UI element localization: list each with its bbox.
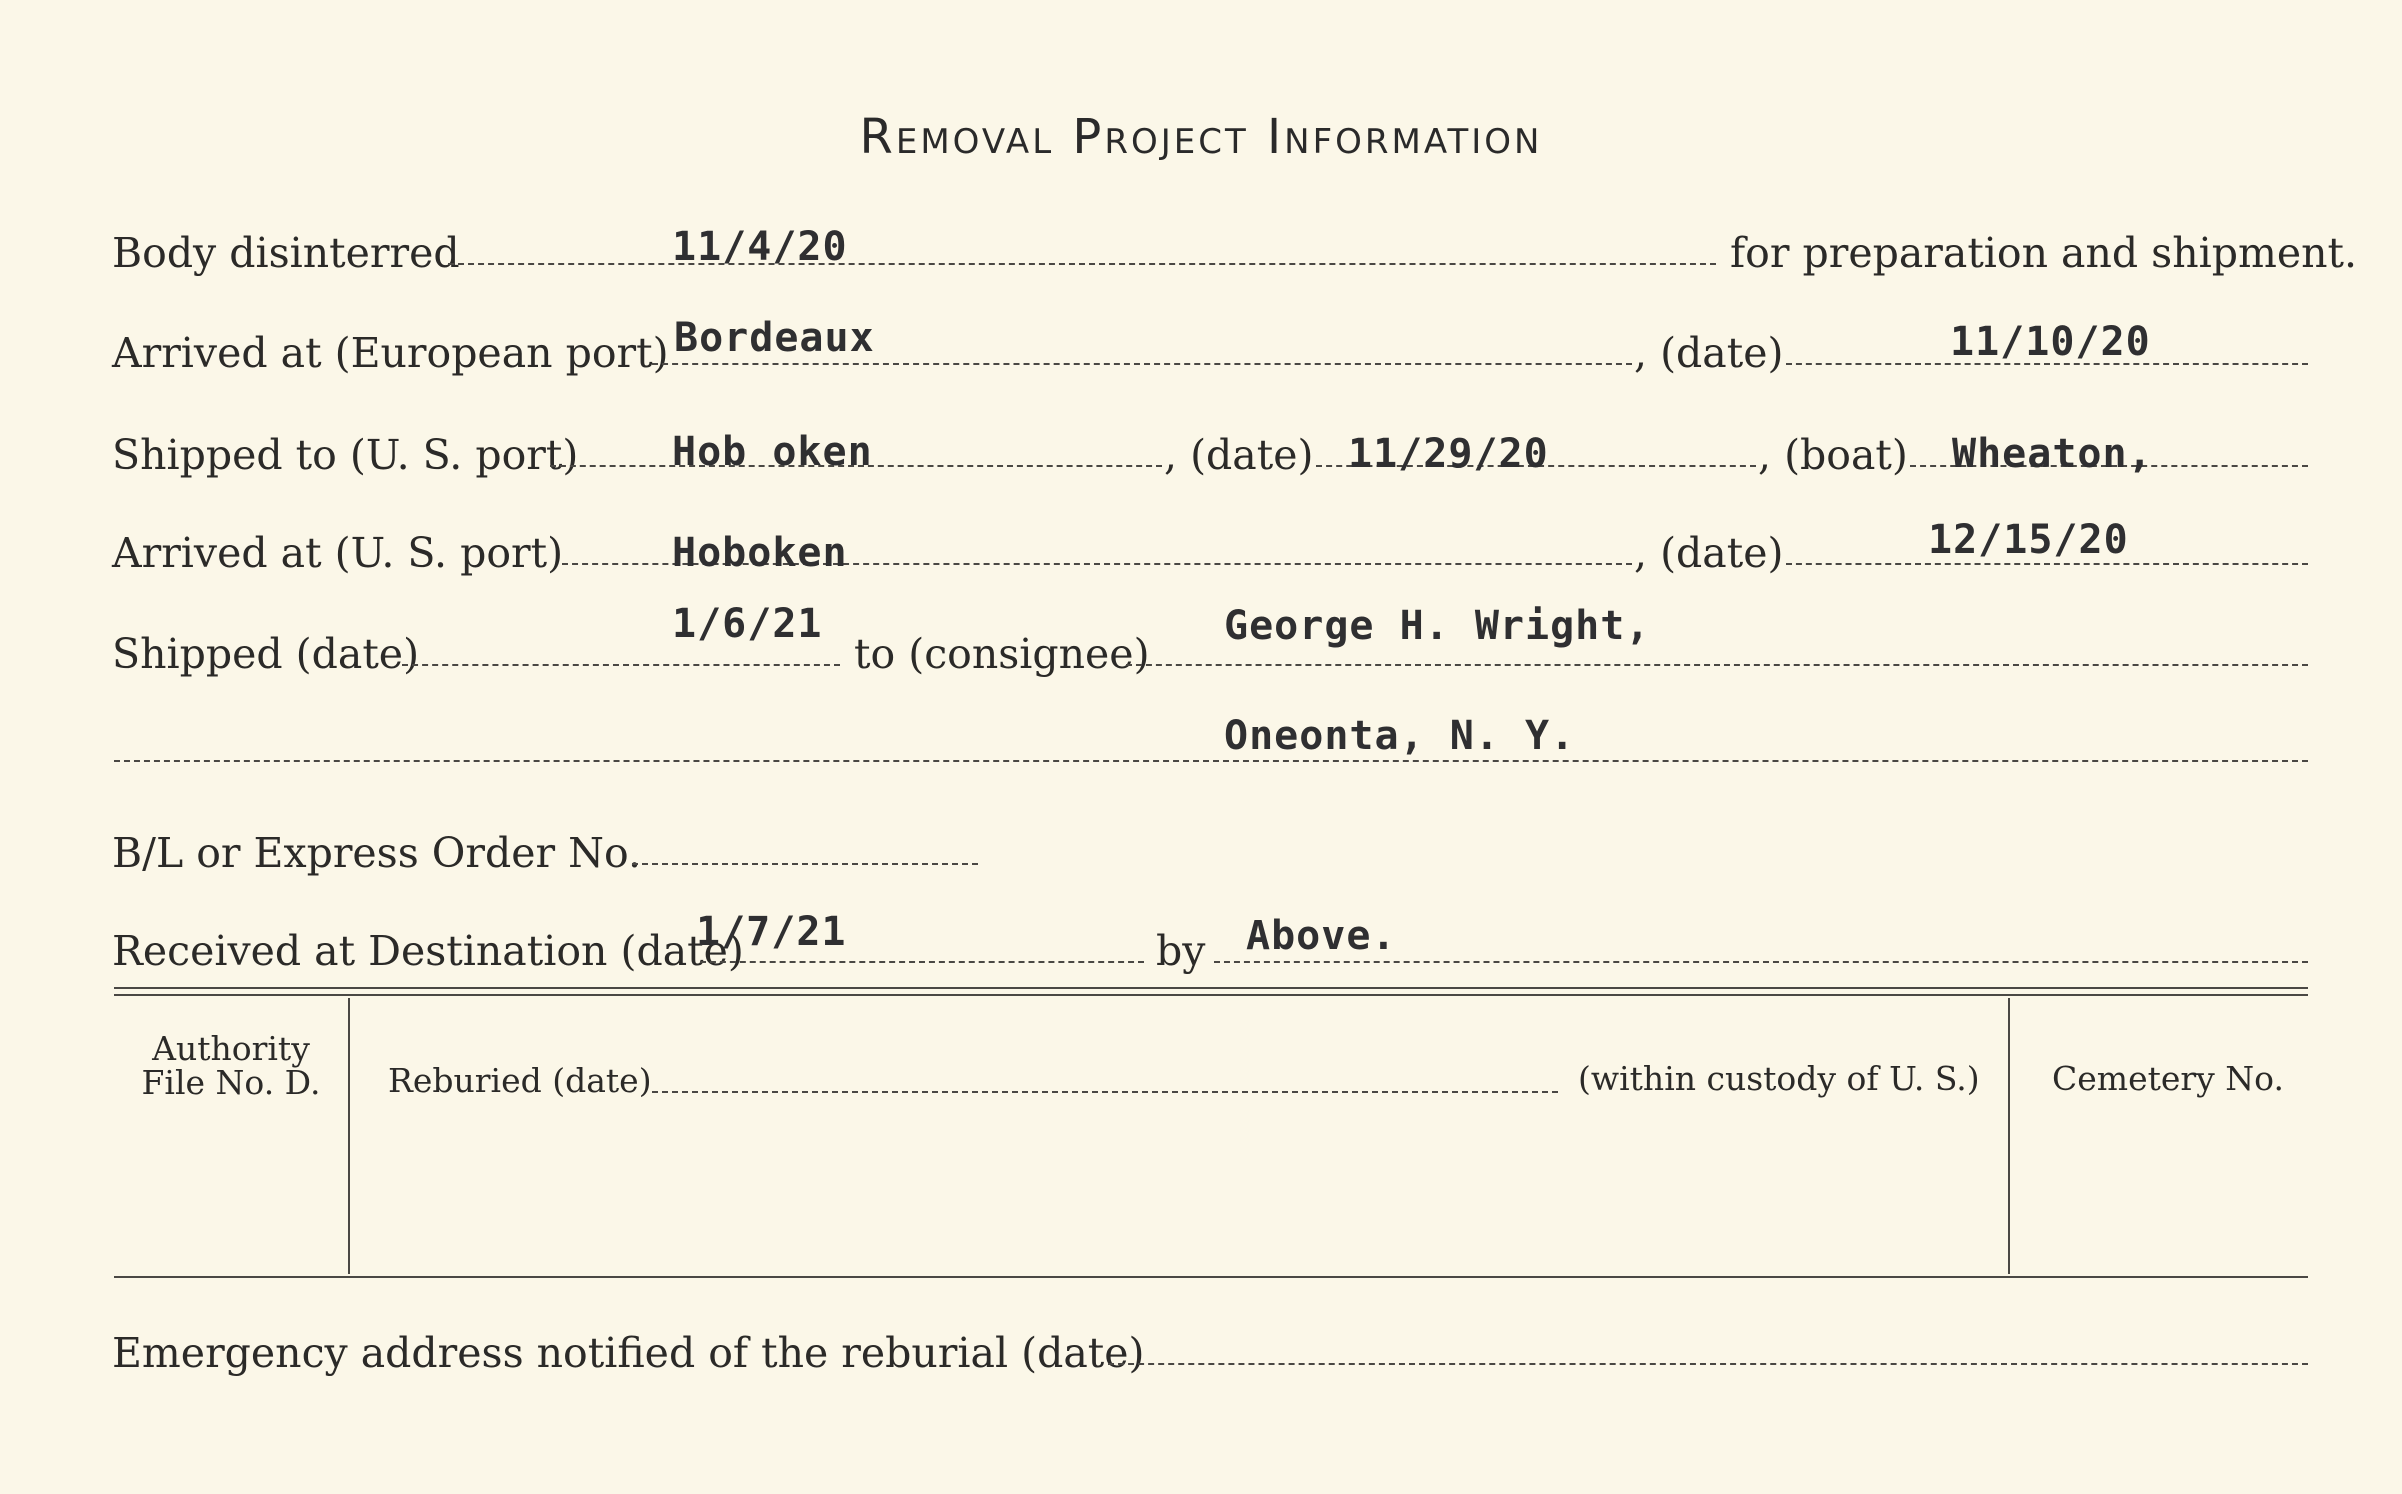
- shipped-us-boat-label: , (boat): [1758, 431, 1908, 479]
- body-disinterred-line: [448, 263, 1716, 265]
- reburied-date-label: Reburied (date): [388, 1061, 652, 1100]
- arrived-us-date-value: 12/15/20: [1928, 517, 2129, 563]
- consignee-address: Oneonta, N. Y.: [1224, 713, 1576, 759]
- consignee-line: [1126, 664, 2308, 666]
- reburied-date-line: [652, 1091, 1558, 1093]
- shipped-us-date-value: 11/29/20: [1348, 431, 1549, 477]
- received-destination-line: [700, 961, 1144, 963]
- bl-order-label: B/L or Express Order No.: [112, 829, 642, 877]
- arrived-us-port-label: Arrived at (U. S. port): [112, 529, 564, 577]
- body-disinterred-value: 11/4/20: [672, 224, 848, 270]
- bl-order-line: [632, 863, 978, 865]
- consignee-label: to (consignee): [854, 630, 1150, 678]
- arrived-us-port-value: Hoboken: [672, 530, 848, 576]
- shipped-us-date-label: , (date): [1164, 431, 1314, 479]
- arrived-european-port-value: Bordeaux: [674, 315, 875, 361]
- received-by-label: by: [1156, 927, 1206, 975]
- arrived-european-date-label: , (date): [1634, 329, 1784, 377]
- file-no-label: File No. D.: [141, 1063, 321, 1102]
- cemetery-no-label: Cemetery No.: [2052, 1059, 2284, 1098]
- shipped-us-port-value: Hob oken: [672, 429, 873, 475]
- received-destination-date: 1/7/21: [696, 909, 847, 955]
- emergency-address-line: [1108, 1363, 2308, 1365]
- arrived-european-port-label: Arrived at (European port): [112, 329, 669, 377]
- shipped-us-port-label: Shipped to (U. S. port): [112, 431, 579, 479]
- consignee-continuation-line: [114, 760, 2308, 762]
- received-by-line: [1214, 961, 2308, 963]
- custody-label: (within custody of U. S.): [1578, 1059, 1980, 1098]
- box-top-rule-1: [114, 987, 2308, 989]
- received-destination-label: Received at Destination (date): [112, 927, 744, 975]
- box-divider-right: [2008, 998, 2010, 1274]
- box-bottom-rule: [114, 1276, 2308, 1278]
- arrived-european-port-line: [652, 363, 1632, 365]
- arrived-us-date-label: , (date): [1634, 529, 1784, 577]
- box-top-rule-2: [114, 994, 2308, 996]
- emergency-address-label: Emergency address notified of the reburial (date): [112, 1329, 1145, 1377]
- box-divider-left: [348, 998, 350, 1274]
- consignee-name: George H. Wright,: [1224, 603, 1651, 649]
- arrived-european-date-value: 11/10/20: [1950, 319, 2151, 365]
- shipped-date-value: 1/6/21: [672, 601, 823, 647]
- received-by-value: Above.: [1246, 913, 1397, 959]
- shipped-date-label: Shipped (date): [112, 630, 420, 678]
- body-disinterred-label: Body disinterred: [112, 229, 460, 277]
- shipped-date-line: [402, 664, 840, 666]
- shipped-us-boat-value: Wheaton,: [1952, 431, 2153, 477]
- arrived-us-date-line: [1786, 563, 2308, 565]
- preparation-shipment-text: for preparation and shipment.: [1730, 229, 2358, 277]
- authority-label: Authority: [152, 1029, 310, 1068]
- card-title: Removal Project Information: [859, 109, 1543, 165]
